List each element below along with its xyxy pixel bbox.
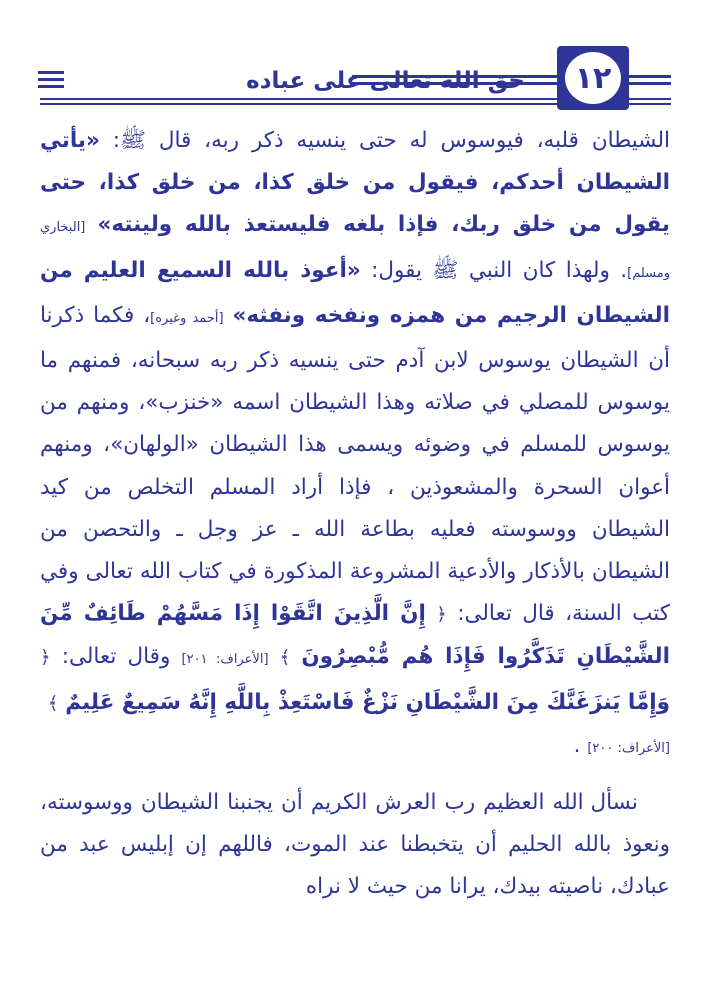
- page-header: [0, 0, 710, 120]
- running-title: حق الله تعالى على عباده: [246, 68, 525, 94]
- body-text: وقال تعالى:: [50, 644, 182, 670]
- citation: [الأعراف: ٢٠٠]: [587, 740, 670, 756]
- page-number-badge: [557, 46, 629, 110]
- quran-verse: إِنَّ الَّذِينَ اتَّقَوْا إِذَا مَسَّهُمْ طَائِفٌ مِّنَ الشَّيْطَانِ تَذَكَّرُوا فَإِذَا هُم مُّبْصِرُونَ: [40, 601, 670, 670]
- body-text: الشيطان قلبه، فيوسوس له حتى ينسيه ذكر ربه، قال ﷺ:: [99, 128, 670, 153]
- header-left-rule: [38, 78, 64, 81]
- header-left-rule: [38, 71, 64, 74]
- quran-bracket-close: ﴾: [47, 692, 59, 714]
- hadith-quote: «أعوذ بالله السميع العليم من الشيطان الرجيم من همزه ونفخه ونفثه»: [40, 257, 670, 328]
- header-left-rule: [38, 85, 64, 88]
- paragraph: [40, 782, 670, 909]
- hadith-quote: «يأتي الشيطان أحدكم، فيقول من خلق كذا، من خلق كذا، حتى يقول من خلق ربك، فإذا بلغه فليستعذ بالله ولينته»: [40, 128, 670, 238]
- page-body: [40, 120, 670, 909]
- paragraph: [40, 120, 670, 770]
- page-number: ١٢: [565, 52, 621, 104]
- quran-verse: وَإِمَّا يَنزَغَنَّكَ مِنَ الشَّيْطَانِ نَزْغٌ فَاسْتَعِذْ بِاللَّهِ إِنَّهُ سَمِيعٌ عَلِيمٌ: [65, 689, 670, 715]
- body-text: نسأل الله العظيم رب العرش الكريم أن يجنبنا الشيطان ووسوسته، ونعوذ بالله الحليم أن يتخبطنا عند الموت، فاللهم إن إبليس عبد من عبادك، ناصيته بيدك، يرانا من حيث لا نراه: [40, 790, 670, 900]
- quran-bracket-open: ﴿: [436, 604, 447, 626]
- body-text: .: [573, 732, 588, 758]
- citation: [البخاري ومسلم]: [40, 220, 670, 281]
- citation: [أحمد وغيره]: [150, 310, 224, 326]
- header-rule-long: [629, 82, 671, 85]
- quran-bracket-close: ﴾: [279, 647, 291, 669]
- body-text: ، فكما ذكرنا أن الشيطان يوسوس لابن آدم حتى ينسيه ذكر ربه سبحانه، فمنهم ما يوسوس للمصلي في صلاته وهذا الشيطان اسمه «خنزب»، ومنهم من يوسوس للمسلم في وضوئه ويسمى هذا الشيطان «الولهان»، ومنهم أعوان السحرة والمشعوذين ، فإذا أراد المسلم التخلص من كيد الشيطان ووسوسته فعليه بطاعة الله ـ عز وجل ـ والتحصن من الشيطان بالأذكار والأدعية المشروعة المذكورة في كتاب الله تعالى وفي كتب السنة، قال تعالى:: [40, 302, 671, 627]
- header-rule-long: [629, 75, 671, 78]
- quran-bracket-open: ﴿: [40, 647, 51, 669]
- citation: [الأعراف: ٢٠١]: [181, 652, 269, 668]
- body-text: . ولهذا كان النبي ﷺ يقول:: [360, 257, 628, 283]
